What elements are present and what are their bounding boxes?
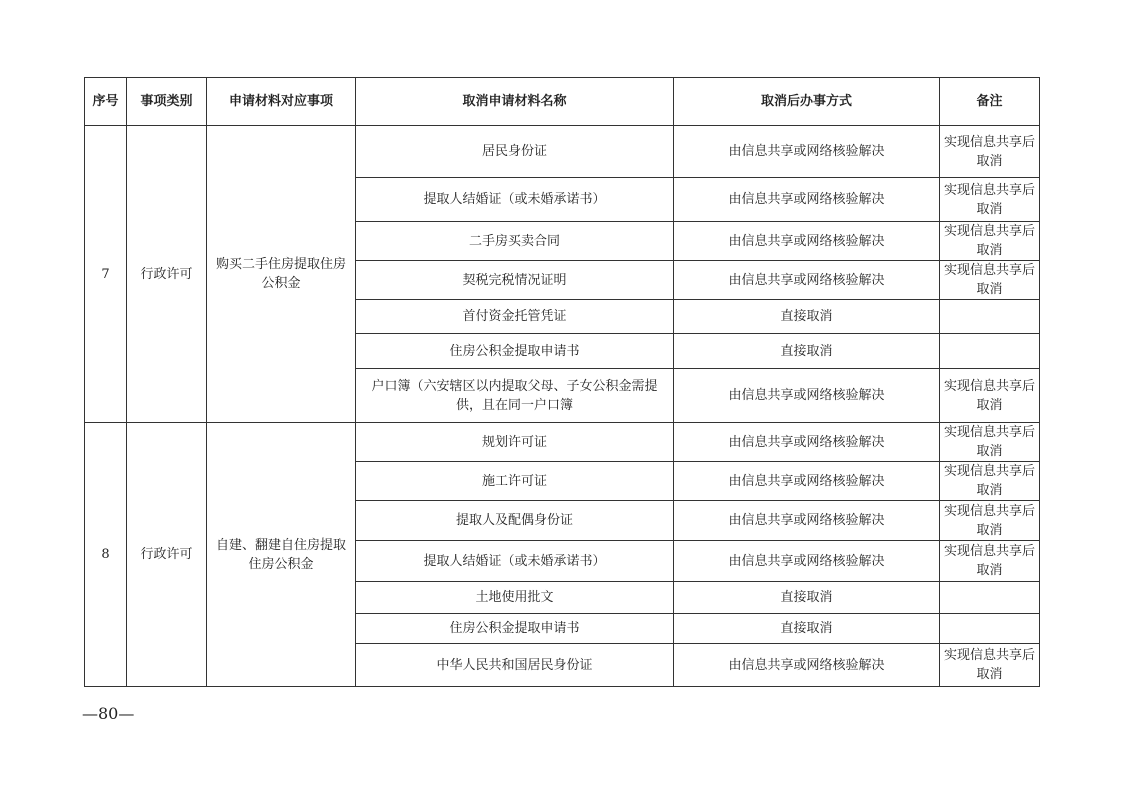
material-cell: 契税完税情况证明 <box>356 261 674 300</box>
note-cell: 实现信息共享后取消 <box>940 369 1040 423</box>
material-cell: 施工许可证 <box>356 462 674 501</box>
method-cell: 由信息共享或网络核验解决 <box>674 541 940 582</box>
method-cell: 直接取消 <box>674 582 940 614</box>
material-cell: 住房公积金提取申请书 <box>356 614 674 644</box>
group-seq: 8 <box>85 423 127 687</box>
method-cell: 由信息共享或网络核验解决 <box>674 222 940 261</box>
material-cell: 提取人及配偶身份证 <box>356 501 674 541</box>
note-cell: 实现信息共享后取消 <box>940 541 1040 582</box>
note-cell: 实现信息共享后取消 <box>940 644 1040 687</box>
note-cell: 实现信息共享后取消 <box>940 261 1040 300</box>
header-row <box>85 78 1040 126</box>
method-cell: 由信息共享或网络核验解决 <box>674 501 940 541</box>
method-cell: 直接取消 <box>674 300 940 334</box>
group-category: 行政许可 <box>127 126 207 423</box>
method-cell: 由信息共享或网络核验解决 <box>674 178 940 222</box>
page-number: —80— <box>82 704 135 723</box>
materials-table <box>84 77 1040 687</box>
method-cell: 直接取消 <box>674 334 940 369</box>
header-category: 事项类别 <box>127 78 207 126</box>
group-category: 行政许可 <box>127 423 207 687</box>
note-cell: 实现信息共享后取消 <box>940 423 1040 462</box>
group-item: 购买二手住房提取住房公积金 <box>207 126 356 423</box>
note-cell <box>940 582 1040 614</box>
header-method: 取消后办事方式 <box>674 78 940 126</box>
note-cell: 实现信息共享后取消 <box>940 126 1040 178</box>
material-cell: 规划许可证 <box>356 423 674 462</box>
note-cell <box>940 334 1040 369</box>
group-item: 自建、翻建自住房提取住房公积金 <box>207 423 356 687</box>
header-seq: 序号 <box>85 78 127 126</box>
method-cell: 由信息共享或网络核验解决 <box>674 369 940 423</box>
material-cell: 居民身份证 <box>356 126 674 178</box>
table-row <box>85 423 1040 462</box>
material-cell: 二手房买卖合同 <box>356 222 674 261</box>
header-item: 申请材料对应事项 <box>207 78 356 126</box>
method-cell: 由信息共享或网络核验解决 <box>674 261 940 300</box>
note-cell: 实现信息共享后取消 <box>940 222 1040 261</box>
table-row <box>85 126 1040 178</box>
header-note: 备注 <box>940 78 1040 126</box>
group-seq: 7 <box>85 126 127 423</box>
material-cell: 提取人结婚证（或未婚承诺书） <box>356 178 674 222</box>
material-cell: 首付资金托管凭证 <box>356 300 674 334</box>
method-cell: 由信息共享或网络核验解决 <box>674 126 940 178</box>
note-cell: 实现信息共享后取消 <box>940 178 1040 222</box>
material-cell: 中华人民共和国居民身份证 <box>356 644 674 687</box>
header-material: 取消申请材料名称 <box>356 78 674 126</box>
material-cell: 住房公积金提取申请书 <box>356 334 674 369</box>
note-cell: 实现信息共享后取消 <box>940 462 1040 501</box>
method-cell: 由信息共享或网络核验解决 <box>674 423 940 462</box>
note-cell <box>940 300 1040 334</box>
material-cell: 提取人结婚证（或未婚承诺书） <box>356 541 674 582</box>
method-cell: 由信息共享或网络核验解决 <box>674 644 940 687</box>
note-cell <box>940 614 1040 644</box>
method-cell: 直接取消 <box>674 614 940 644</box>
note-cell: 实现信息共享后取消 <box>940 501 1040 541</box>
material-cell: 土地使用批文 <box>356 582 674 614</box>
method-cell: 由信息共享或网络核验解决 <box>674 462 940 501</box>
material-cell: 户口簿（六安辖区以内提取父母、子女公积金需提供，且在同一户口簿 <box>356 369 674 423</box>
